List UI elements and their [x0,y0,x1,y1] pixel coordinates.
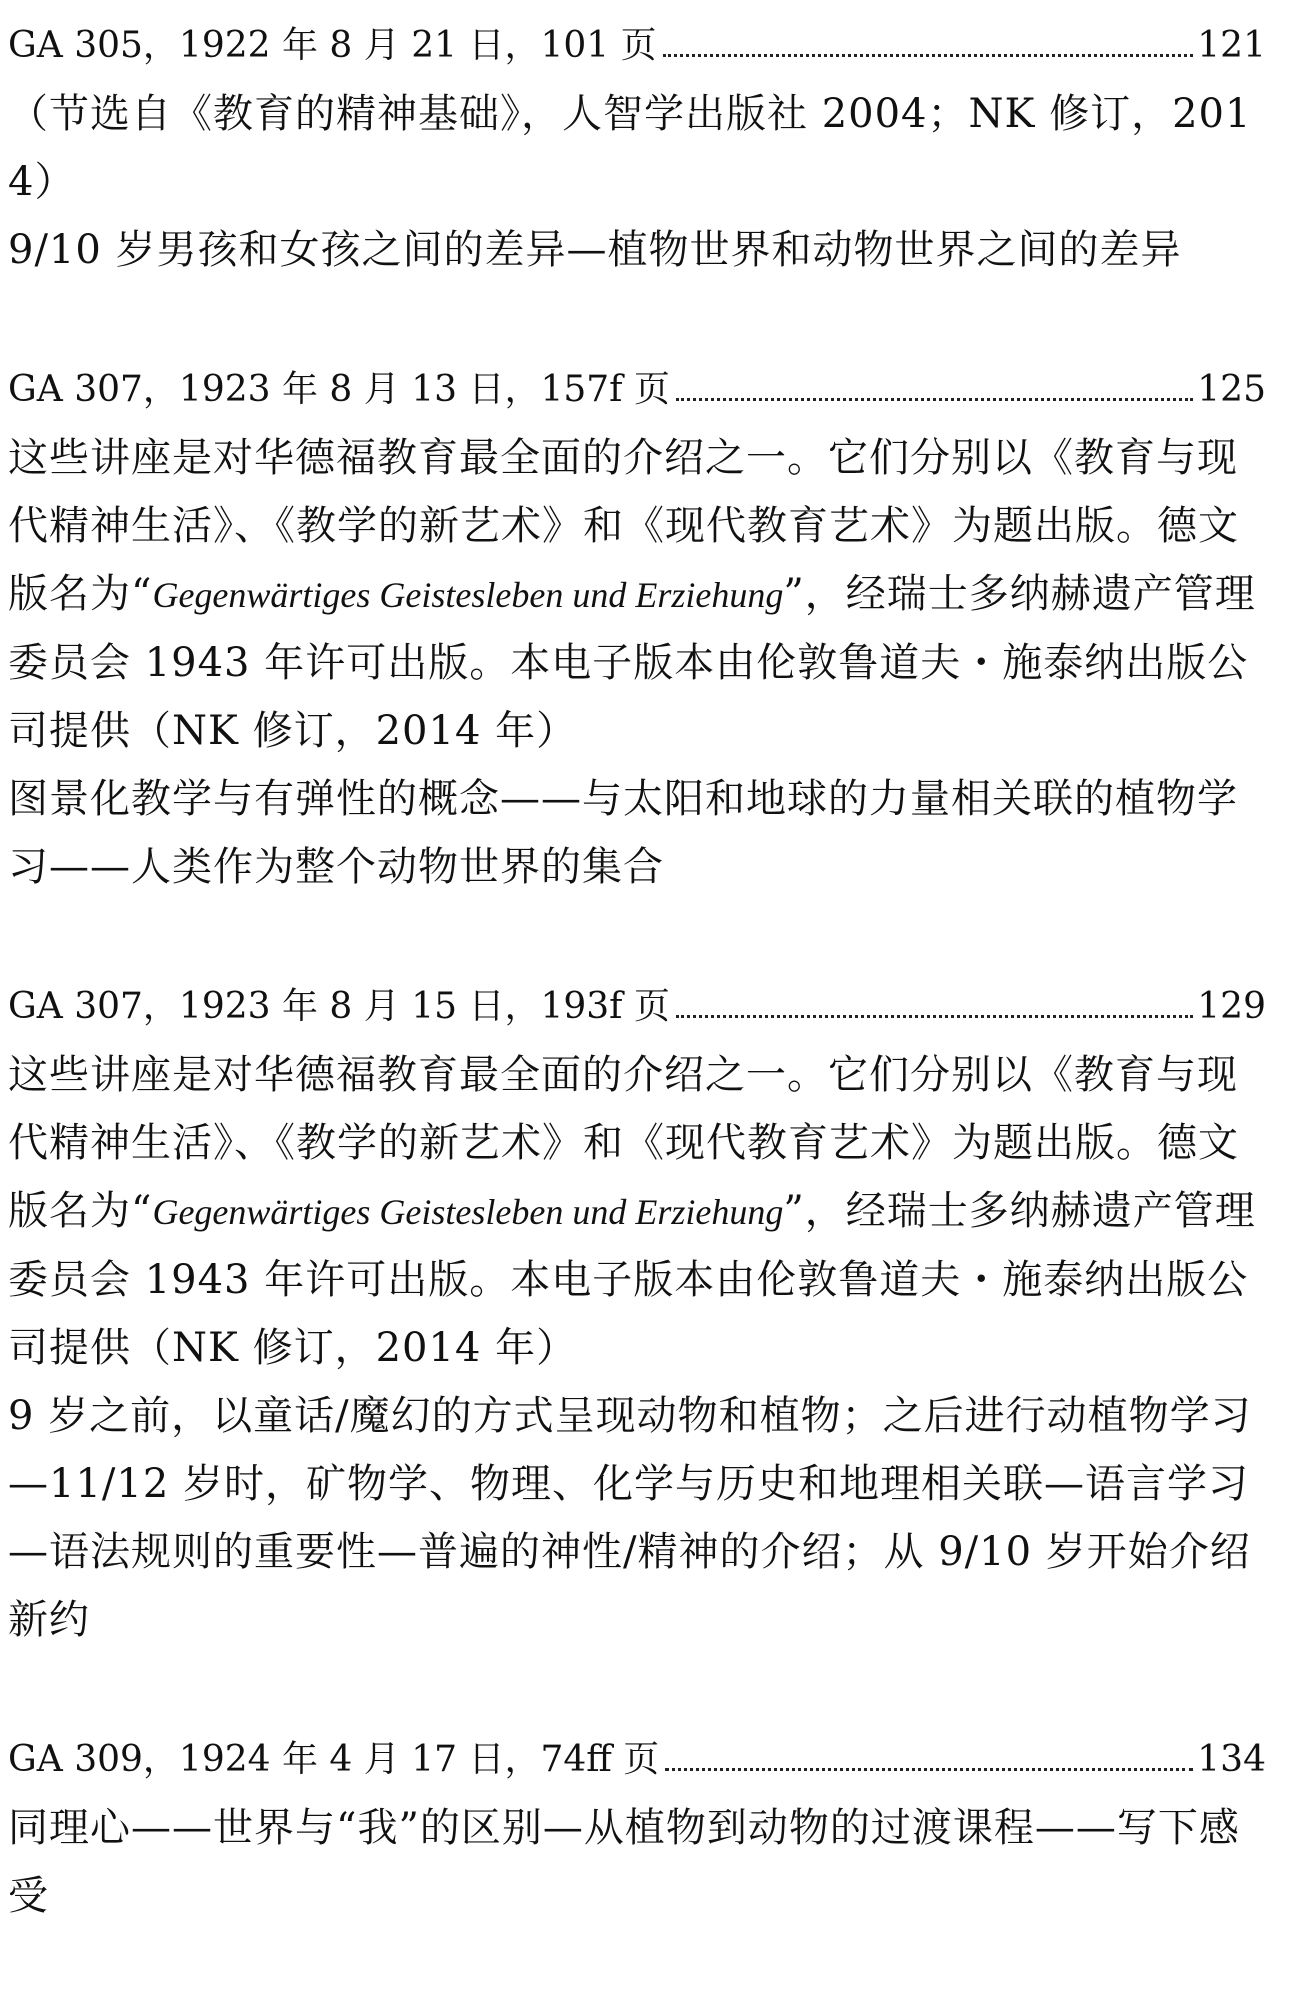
lecture-citation: GA 307，1923 年 8 月 15 日，193f 页 [8,986,670,1027]
reference-line [8,12,1266,80]
reference-entry [8,973,1266,1654]
reference-entry [8,356,1266,901]
source-note-text: ”，经瑞士多纳赫遗产管理委员会 1943 年许可出版。本电子版本由伦敦鲁道夫・施泰纳出版公司提供（NK 修订，2014 年） [8,571,1256,754]
dot-leader [665,1768,1193,1771]
source-note: （节选自《教育的精神基础》，人智学出版社 2004；NK 修订，2014） [8,91,1252,205]
document-page [8,12,1266,2002]
reference-entry [8,12,1266,284]
dot-leader [663,54,1194,57]
page-number: 125 [1197,369,1266,410]
reference-line [8,1726,1266,1794]
source-note-text: 这些讲座是对华德福教育最全面的介绍之一。它们分别以《教育与现代精神生活》、《教学的新艺术》和《现代教育艺术》为题出版。德文版名为“ [8,1052,1239,1234]
lecture-citation: GA 309，1924 年 4 月 17 日，74ff 页 [8,1739,660,1780]
topic-summary: 9/10 岁男孩和女孩之间的差异—植物世界和动物世界之间的差异 [8,227,1182,273]
source-note [8,1041,1266,1382]
topic-summary: 9 岁之前，以童话/魔幻的方式呈现动物和植物；之后进行动植物学习—11/12 岁时，矿物学、物理、化学与历史和地理相关联—语言学习—语法规则的重要性—普遍的神性/精神的介绍；从 9/10 岁开始介绍新约 [8,1393,1252,1643]
german-title: Gegenwärtiges Geistesleben und Erziehung [152,1192,784,1232]
page-number: 121 [1197,25,1266,66]
topic-summary: 同理心——世界与“我”的区别—从植物到动物的过渡课程——写下感受 [8,1805,1240,1919]
source-note-text: 这些讲座是对华德福教育最全面的介绍之一。它们分别以《教育与现代精神生活》、《教学的新艺术》和《现代教育艺术》为题出版。德文版名为“ [8,435,1239,617]
source-note-text: ”，经瑞士多纳赫遗产管理委员会 1943 年许可出版。本电子版本由伦敦鲁道夫・施泰纳出版公司提供（NK 修订，2014 年） [8,1188,1256,1371]
source-note [8,424,1266,765]
dot-leader [676,398,1193,401]
page-number: 134 [1197,1739,1266,1780]
dot-leader [676,1015,1193,1018]
page-number: 129 [1197,986,1266,1027]
reference-line [8,356,1266,424]
reference-line [8,973,1266,1041]
reference-entry [8,1726,1266,1930]
topic-summary: 图景化教学与有弹性的概念——与太阳和地球的力量相关联的植物学习——人类作为整个动物世界的集合 [8,776,1238,890]
lecture-citation: GA 305，1922 年 8 月 21 日，101 页 [8,25,657,66]
german-title: Gegenwärtiges Geistesleben und Erziehung [152,575,784,615]
lecture-citation: GA 307，1923 年 8 月 13 日，157f 页 [8,369,670,410]
